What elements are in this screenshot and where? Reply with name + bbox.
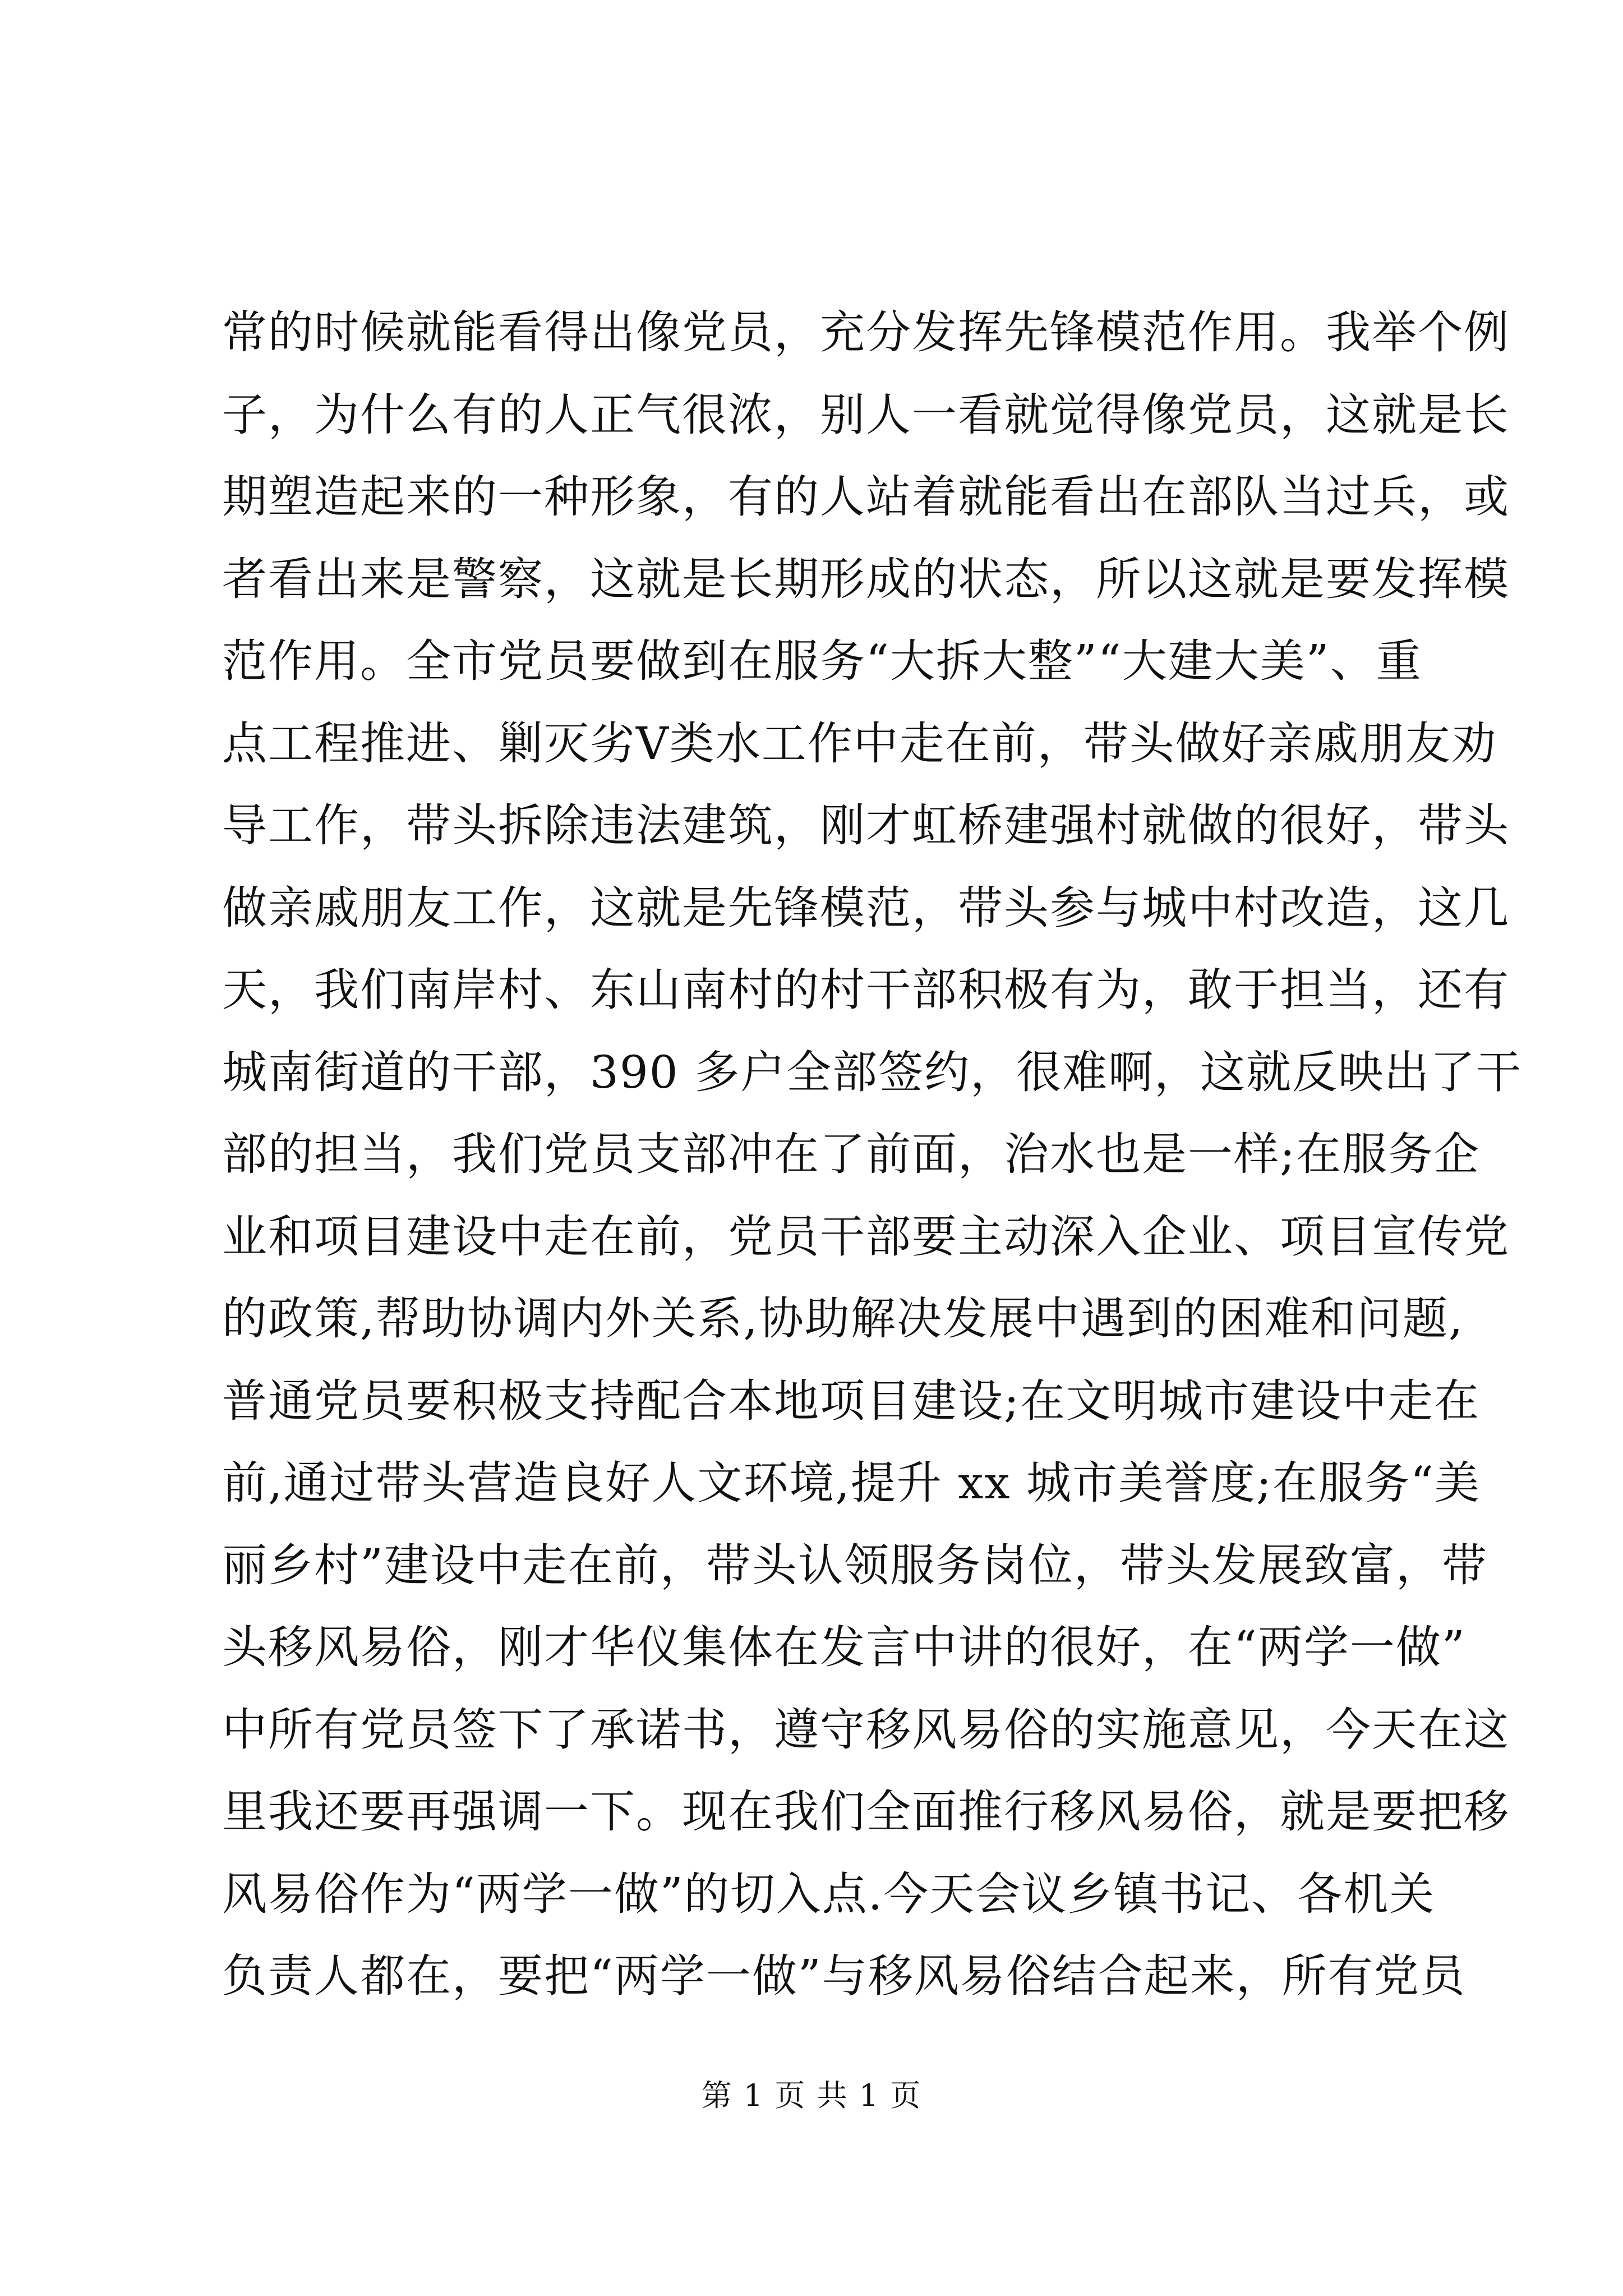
text-line: 导工作，带头拆除违法建筑，刚才虹桥建强村就做的很好，带头 [222,799,1510,852]
text-line: 期塑造起来的一种形象，有的人站着就能看出在部队当过兵，或 [222,471,1510,523]
page-footer: 第 1 页 共 1 页 [701,2078,922,2113]
text-line: 前,通过带头营造良好人文环境,提升 xx 城市美誉度;在服务“美 [222,1457,1481,1509]
text-line: 者看出来是警察，这就是长期形成的状态，所以这就是要发挥模 [222,553,1510,605]
text-line: 负责人都在，要把“两学一做”与移风易俗结合起来，所有党员 [222,1950,1466,2002]
text-line: 头移风易俗，刚才华仪集体在发言中讲的很好，在“两学一做” [222,1621,1466,1673]
text-line: 点工程推进、剿灭劣Ⅴ类水工作中走在前，带头做好亲戚朋友劝 [222,717,1497,770]
text-line: 风易俗作为“两学一做”的切入点.今天会议乡镇书记、各机关 [222,1867,1436,1920]
text-line: 做亲戚朋友工作，这就是先锋模范，带头参与城中村改造，这几 [222,881,1510,934]
text-line: 城南街道的干部，390 多户全部签约，很难啊，这就反映出了干 [222,1046,1523,1098]
text-line: 子，为什么有的人正气很浓，别人一看就觉得像党员，这就是长 [222,388,1510,441]
text-line: 部的担当，我们党员支部冲在了前面，治水也是一样;在服务企 [222,1128,1480,1180]
text-line: 丽乡村”建设中走在前，带头认领服务岗位，带头发展致富，带 [222,1539,1488,1591]
text-line: 中所有党员签下了承诺书，遵守移风易俗的实施意见，今天在这 [222,1703,1510,1756]
text-line: 业和项目建设中走在前，党员干部要主动深入企业、项目宣传党 [222,1210,1510,1263]
text-line: 普通党员要积极支持配合本地项目建设;在文明城市建设中走在 [222,1374,1480,1427]
text-line: 的政策,帮助协调内外关系,协助解决发展中遇到的困难和问题, [222,1292,1464,1345]
text-line: 常的时候就能看得出像党员，充分发挥先锋模范作用。我举个例 [222,306,1510,358]
body-text [222,292,1523,2018]
text-line: 天，我们南岸村、东山南村的村干部积极有为，敢于担当，还有 [222,964,1510,1016]
text-line: 里我还要再强调一下。现在我们全面推行移风易俗，就是要把移 [222,1786,1510,1838]
text-line: 范作用。全市党员要做到在服务“大拆大整”“大建大美”、重 [222,635,1422,687]
